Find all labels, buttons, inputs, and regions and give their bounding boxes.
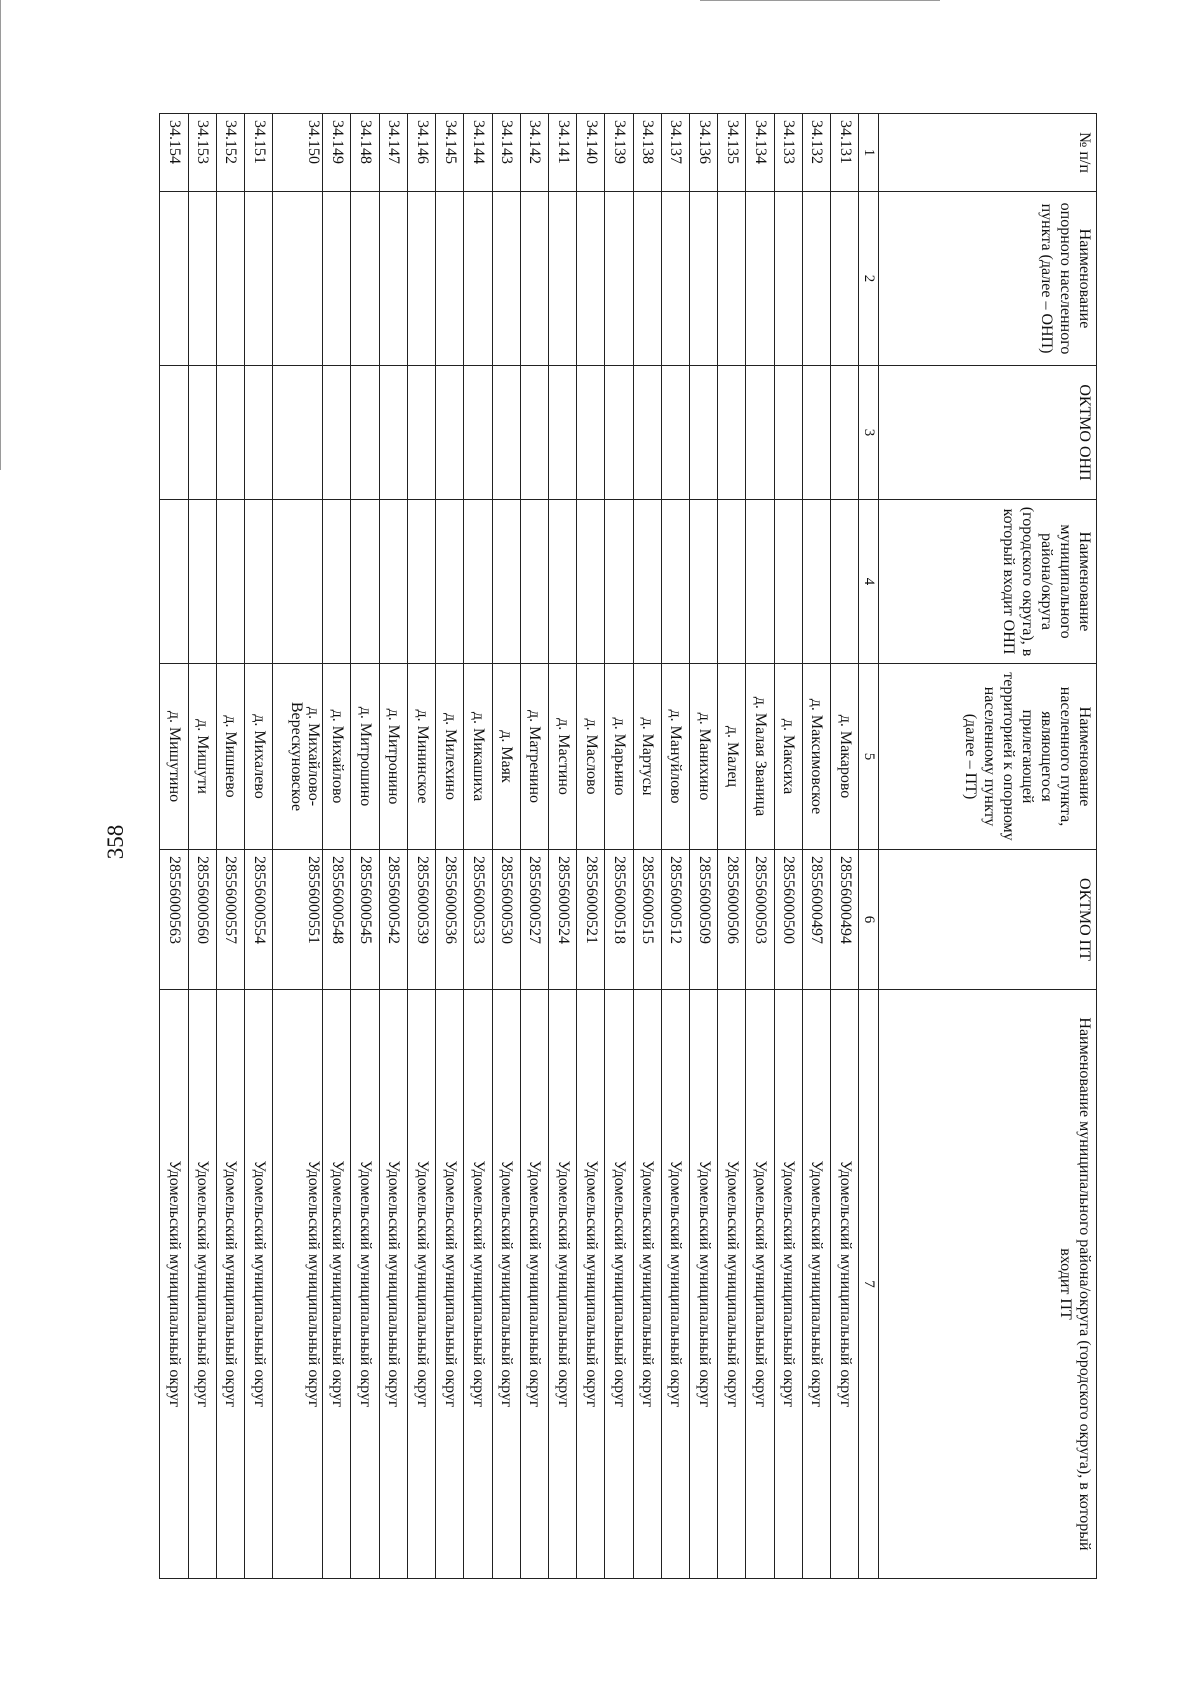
pt-name-cell: д. Максимовское [802, 664, 830, 850]
onp-district-cell [464, 500, 492, 664]
table-row [746, 114, 774, 1579]
pt-district-cell: Удомельский муниципальный округ [407, 990, 435, 1579]
pt-district-cell: Удомельский муниципальный округ [633, 990, 661, 1579]
pt-district-cell: Удомельский муниципальный округ [548, 990, 576, 1579]
table-row [802, 114, 830, 1579]
column-number: 1 [859, 114, 879, 192]
onp-name-cell [605, 192, 633, 366]
pt-oktmo-cell: 28556000515 [633, 850, 661, 990]
table-row [689, 114, 717, 1579]
row-number-cell: 34.150 [273, 114, 323, 192]
pt-district-cell: Удомельский муниципальный округ [188, 990, 216, 1579]
onp-oktmo-cell [661, 366, 689, 500]
pt-district-cell: Удомельский муниципальный округ [774, 990, 802, 1579]
pt-name-cell: д. Матренино [520, 664, 548, 850]
pt-name-cell: д. Малец [718, 664, 746, 850]
header-col-2: Наименование опорного населенного пункта (далее – ОНП) [879, 192, 1097, 366]
pt-oktmo-cell: 28556000551 [273, 850, 323, 990]
pt-oktmo-cell: 28556000554 [244, 850, 272, 990]
pt-name-cell: д. Митронино [379, 664, 407, 850]
pt-oktmo-cell: 28556000494 [830, 850, 858, 990]
onp-oktmo-cell [689, 366, 717, 500]
column-number: 5 [859, 664, 879, 850]
pt-name-cell: д. Мастино [548, 664, 576, 850]
row-number-cell: 34.139 [605, 114, 633, 192]
pt-district-cell: Удомельский муниципальный округ [351, 990, 379, 1579]
table-row [407, 114, 435, 1579]
onp-name-cell [802, 192, 830, 366]
table-row [577, 114, 605, 1579]
row-number-cell: 34.138 [633, 114, 661, 192]
table-row [160, 114, 189, 1579]
pt-name-cell: д. Мининское [407, 664, 435, 850]
document-page: 358 № п/п Наименование опорного населенного пункта (далее – ОНП) ОКТМО ОНП Наименование муниципального района/округа (городского округа), в который входит ОНП Наименование населенного пункта, являющегося прилегающей территорией к опорному населенному пункту (далее – ПТ) ОКТМО ПТ Наименование муниципального района/округа (городского округа), в который входит ПТ 1 2 3 4 5 6 7 34.131 д. Макарово 28556000494 Удомельский муниципальный округ 34.132 д. Максимовское 28556000497 Удомельский муниципальный округ 34.133 д. Максиха 28556000500 Удомельский муниципальный округ 34.134 д. Малая Звaница 28556000503 Удомельский муниципальный округ 34.135 д. Малец 28556000506 Удомельский муниципальный округ 34.136 д. Манихино 28556000509 Удомельский муниципальный округ 34.137 д. Мануйлово 28556000512 Удомельский муниципальный округ 34.138 д. Мартусы 28556000515 Удомельский муниципальный округ 34.139 д. Марьино 28556000518 Удомельский муниципальный округ 34.140 д. Маслово 28556000521 Удомельский муниципальный округ 34.141 д. Мастино 28556000524 Удомельский муниципальный округ 34.142 д. Матренино 28556000527 Удомельский муниципальный округ 34.143 д. Маяк 28556000530 Удомельский муниципальный округ 34.144 д. Микашиха 28556000533 Удомельский муниципальный округ 34.145 д. Милехино 28556000536 Удомельский муниципальный округ 34.146 д. Мининское 28556000539 Удомельский муниципальный округ 34.147 д. Митронино 28556000542 Удомельский муниципальный округ 34.148 д. Митрошино 28556000545 Удомельский муниципальный округ 34.149 д. Михайлово 28556000548 Удомельский муниципальный округ 34.150 д. Михайлово-Верескуновское 28556000551 Удомельский муниципальный округ 34.151 д. Михалево 28556000554 Удомельский муниципальный округ 34.152 д. Мишнево 28556000557 Удомельский муниципальный округ 34.153 д. Мишути 28556000560 Удомельский муниципальный округ 34.154 д. Мишутино 28556000563 Удомельский муниципальный округ [0, 0, 1200, 1692]
row-number-cell: 34.147 [379, 114, 407, 192]
onp-district-cell [746, 500, 774, 664]
onp-district-cell [407, 500, 435, 664]
table-row [379, 114, 407, 1579]
onp-oktmo-cell [548, 366, 576, 500]
pt-name-cell: д. Микашиха [464, 664, 492, 850]
column-number: 6 [859, 850, 879, 990]
table-row [188, 114, 216, 1579]
pt-name-cell: д. Мишути [188, 664, 216, 850]
onp-district-cell [160, 500, 189, 664]
row-number-cell: 34.137 [661, 114, 689, 192]
pt-district-cell: Удомельский муниципальный округ [323, 990, 351, 1579]
pt-name-cell: д. Мишнево [216, 664, 244, 850]
onp-name-cell [188, 192, 216, 366]
table-row [661, 114, 689, 1579]
table-row [492, 114, 520, 1579]
onp-oktmo-cell [160, 366, 189, 500]
pt-district-cell: Удомельский муниципальный округ [830, 990, 858, 1579]
pt-name-cell: д. Маяк [492, 664, 520, 850]
column-number: 4 [859, 500, 879, 664]
pt-name-cell: д. Макарово [830, 664, 858, 850]
onp-district-cell [605, 500, 633, 664]
pt-oktmo-cell: 28556000560 [188, 850, 216, 990]
onp-name-cell [323, 192, 351, 366]
pt-district-cell: Удомельский муниципальный округ [436, 990, 464, 1579]
pt-name-cell: д. Максиха [774, 664, 802, 850]
row-number-cell: 34.133 [774, 114, 802, 192]
onp-district-cell [244, 500, 272, 664]
pt-name-cell: д. Марьино [605, 664, 633, 850]
onp-name-cell [577, 192, 605, 366]
pt-oktmo-cell: 28556000536 [436, 850, 464, 990]
header-col-7: Наименование муниципального района/округа (городского округа), в который входит ПТ [879, 990, 1097, 1579]
onp-district-cell [216, 500, 244, 664]
onp-oktmo-cell [436, 366, 464, 500]
pt-name-cell: д. Мануйлово [661, 664, 689, 850]
onp-district-cell [492, 500, 520, 664]
row-number-cell: 34.140 [577, 114, 605, 192]
row-number-cell: 34.135 [718, 114, 746, 192]
onp-oktmo-cell [323, 366, 351, 500]
onp-oktmo-cell [464, 366, 492, 500]
onp-name-cell [351, 192, 379, 366]
header-col-4: Наименование муниципального района/округа (городского округа), в который входит ОНП [879, 500, 1097, 664]
pt-oktmo-cell: 28556000512 [661, 850, 689, 990]
row-number-cell: 34.143 [492, 114, 520, 192]
pt-name-cell: д. Михайлово [323, 664, 351, 850]
pt-oktmo-cell: 28556000521 [577, 850, 605, 990]
pt-oktmo-cell: 28556000539 [407, 850, 435, 990]
onp-oktmo-cell [188, 366, 216, 500]
pt-district-cell: Удомельский муниципальный округ [577, 990, 605, 1579]
table-row [774, 114, 802, 1579]
onp-district-cell [379, 500, 407, 664]
onp-name-cell [520, 192, 548, 366]
onp-name-cell [379, 192, 407, 366]
pt-district-cell: Удомельский муниципальный округ [605, 990, 633, 1579]
onp-name-cell [633, 192, 661, 366]
row-number-cell: 34.154 [160, 114, 189, 192]
onp-district-cell [351, 500, 379, 664]
column-number: 7 [859, 990, 879, 1579]
pt-district-cell: Удомельский муниципальный округ [661, 990, 689, 1579]
onp-name-cell [548, 192, 576, 366]
onp-district-cell [718, 500, 746, 664]
pt-oktmo-cell: 28556000500 [774, 850, 802, 990]
table-row [548, 114, 576, 1579]
pt-name-cell: д. Мишутино [160, 664, 189, 850]
onp-oktmo-cell [244, 366, 272, 500]
onp-district-cell [774, 500, 802, 664]
onp-name-cell [774, 192, 802, 366]
header-col-5: Наименование населенного пункта, являющегося прилегающей территорией к опорному населенному пункту (далее – ПТ) [879, 664, 1097, 850]
table-row [520, 114, 548, 1579]
row-number-cell: 34.136 [689, 114, 717, 192]
onp-name-cell [661, 192, 689, 366]
pt-district-cell: Удомельский муниципальный округ [718, 990, 746, 1579]
onp-district-cell [830, 500, 858, 664]
onp-oktmo-cell [379, 366, 407, 500]
onp-name-cell [216, 192, 244, 366]
onp-name-cell [718, 192, 746, 366]
onp-name-cell [407, 192, 435, 366]
header-col-6: ОКТМО ПТ [879, 850, 1097, 990]
onp-district-cell [436, 500, 464, 664]
onp-district-cell [188, 500, 216, 664]
onp-oktmo-cell [830, 366, 858, 500]
row-number-cell: 34.146 [407, 114, 435, 192]
pt-district-cell: Удомельский муниципальный округ [689, 990, 717, 1579]
pt-oktmo-cell: 28556000548 [323, 850, 351, 990]
onp-name-cell [830, 192, 858, 366]
pt-name-cell: д. Милехино [436, 664, 464, 850]
row-number-cell: 34.144 [464, 114, 492, 192]
onp-district-cell [548, 500, 576, 664]
onp-name-cell [492, 192, 520, 366]
table-row [351, 114, 379, 1579]
pt-oktmo-cell: 28556000542 [379, 850, 407, 990]
onp-oktmo-cell [802, 366, 830, 500]
onp-oktmo-cell [718, 366, 746, 500]
settlements-table [159, 113, 1097, 1579]
onp-oktmo-cell [492, 366, 520, 500]
row-number-cell: 34.131 [830, 114, 858, 192]
onp-name-cell [464, 192, 492, 366]
row-number-cell: 34.134 [746, 114, 774, 192]
onp-oktmo-cell [520, 366, 548, 500]
header-col-3: ОКТМО ОНП [879, 366, 1097, 500]
scan-edge-left [0, 0, 1, 470]
onp-oktmo-cell [577, 366, 605, 500]
row-number-cell: 34.151 [244, 114, 272, 192]
header-col-1: № п/п [879, 114, 1097, 192]
onp-name-cell [689, 192, 717, 366]
column-number: 3 [859, 366, 879, 500]
onp-district-cell [323, 500, 351, 664]
onp-district-cell [689, 500, 717, 664]
table-row [464, 114, 492, 1579]
onp-oktmo-cell [774, 366, 802, 500]
table-row [323, 114, 351, 1579]
onp-district-cell [577, 500, 605, 664]
column-number: 2 [859, 192, 879, 366]
pt-district-cell: Удомельский муниципальный округ [746, 990, 774, 1579]
onp-name-cell [160, 192, 189, 366]
pt-district-cell: Удомельский муниципальный округ [160, 990, 189, 1579]
row-number-cell: 34.142 [520, 114, 548, 192]
onp-oktmo-cell [351, 366, 379, 500]
pt-oktmo-cell: 28556000527 [520, 850, 548, 990]
pt-district-cell: Удомельский муниципальный округ [802, 990, 830, 1579]
pt-district-cell: Удомельский муниципальный округ [464, 990, 492, 1579]
onp-oktmo-cell [633, 366, 661, 500]
scan-edge-top [700, 0, 940, 1]
pt-district-cell: Удомельский муниципальный округ [273, 990, 323, 1579]
table-header-row [879, 114, 1097, 1579]
table-row [216, 114, 244, 1579]
row-number-cell: 34.145 [436, 114, 464, 192]
row-number-cell: 34.141 [548, 114, 576, 192]
pt-district-cell: Удомельский муниципальный округ [216, 990, 244, 1579]
rotated-table-container [159, 113, 1097, 1578]
onp-oktmo-cell [216, 366, 244, 500]
pt-oktmo-cell: 28556000545 [351, 850, 379, 990]
onp-oktmo-cell [746, 366, 774, 500]
table-row [633, 114, 661, 1579]
table-row [273, 114, 323, 1579]
table-row [718, 114, 746, 1579]
row-number-cell: 34.152 [216, 114, 244, 192]
pt-name-cell: д. Манихино [689, 664, 717, 850]
pt-oktmo-cell: 28556000509 [689, 850, 717, 990]
table-row [244, 114, 272, 1579]
pt-district-cell: Удомельский муниципальный округ [379, 990, 407, 1579]
onp-district-cell [661, 500, 689, 664]
row-number-cell: 34.148 [351, 114, 379, 192]
onp-name-cell [273, 192, 323, 366]
row-number-cell: 34.149 [323, 114, 351, 192]
onp-district-cell [520, 500, 548, 664]
onp-district-cell [802, 500, 830, 664]
pt-oktmo-cell: 28556000503 [746, 850, 774, 990]
onp-district-cell [633, 500, 661, 664]
row-number-cell: 34.153 [188, 114, 216, 192]
pt-district-cell: Удомельский муниципальный округ [492, 990, 520, 1579]
pt-oktmo-cell: 28556000557 [216, 850, 244, 990]
pt-oktmo-cell: 28556000524 [548, 850, 576, 990]
pt-district-cell: Удомельский муниципальный округ [520, 990, 548, 1579]
pt-name-cell: д. Маслово [577, 664, 605, 850]
pt-district-cell: Удомельский муниципальный округ [244, 990, 272, 1579]
pt-name-cell: д. Михалево [244, 664, 272, 850]
column-number-row [859, 114, 879, 1579]
pt-oktmo-cell: 28556000563 [160, 850, 189, 990]
pt-oktmo-cell: 28556000506 [718, 850, 746, 990]
onp-district-cell [273, 500, 323, 664]
onp-oktmo-cell [605, 366, 633, 500]
table-row [605, 114, 633, 1579]
pt-name-cell: д. Малая Звaница [746, 664, 774, 850]
onp-name-cell [436, 192, 464, 366]
onp-name-cell [244, 192, 272, 366]
pt-oktmo-cell: 28556000530 [492, 850, 520, 990]
pt-oktmo-cell: 28556000533 [464, 850, 492, 990]
row-number-cell: 34.132 [802, 114, 830, 192]
pt-oktmo-cell: 28556000497 [802, 850, 830, 990]
pt-name-cell: д. Михайлово-Верескуновское [273, 664, 323, 850]
onp-oktmo-cell [273, 366, 323, 500]
onp-name-cell [746, 192, 774, 366]
table-row [436, 114, 464, 1579]
pt-name-cell: д. Мартусы [633, 664, 661, 850]
pt-name-cell: д. Митрошино [351, 664, 379, 850]
pt-oktmo-cell: 28556000518 [605, 850, 633, 990]
onp-oktmo-cell [407, 366, 435, 500]
table-row [830, 114, 858, 1579]
